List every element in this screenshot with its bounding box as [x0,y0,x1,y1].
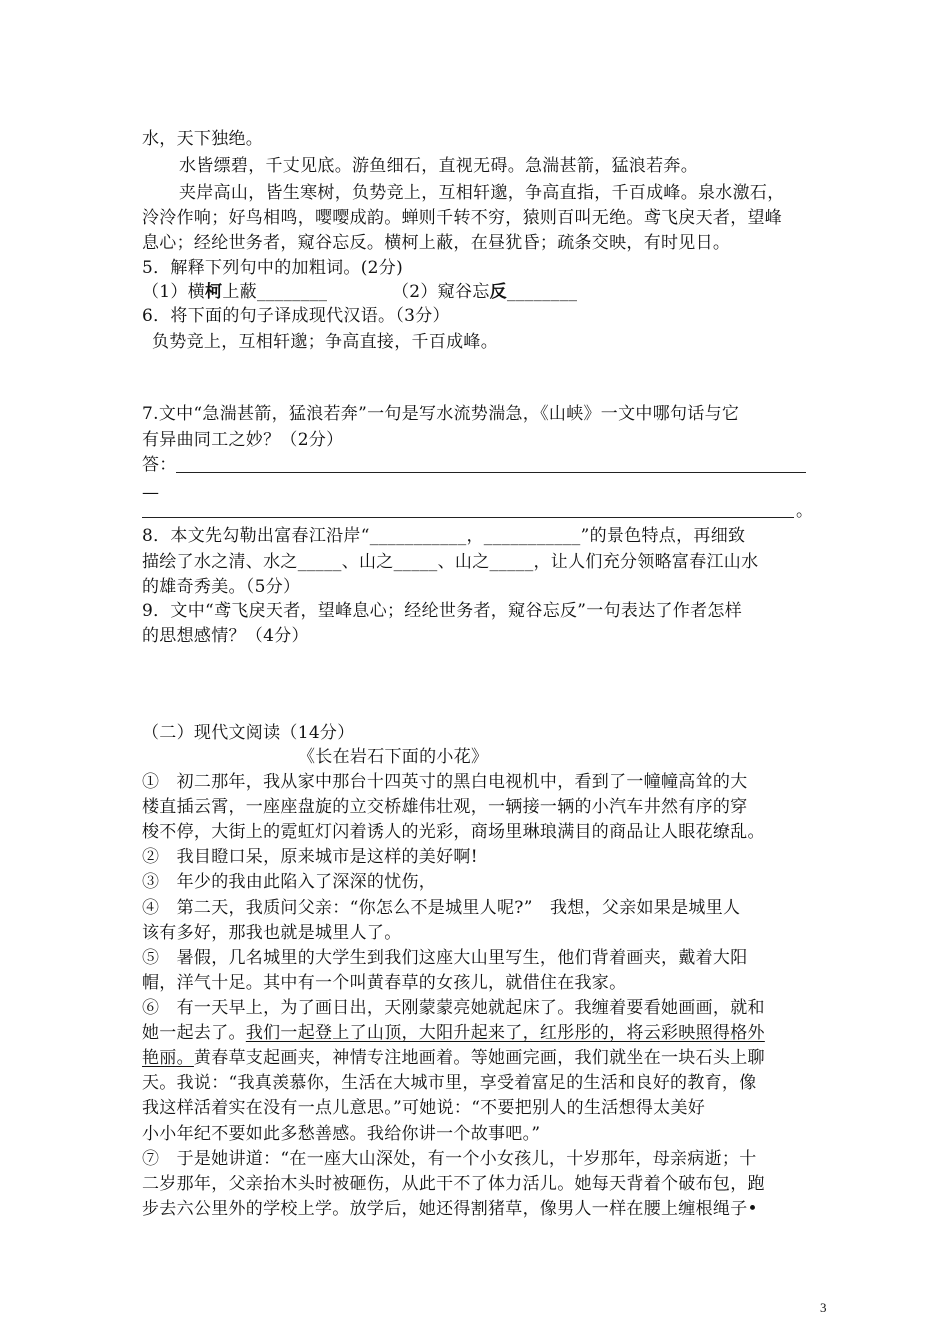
article-text: 她一起去了。 [142,1023,246,1043]
question-6-stem: 6．将下面的句子译成现代汉语。（3分） [142,306,450,326]
question-5-item-1 [142,281,327,303]
article-line: 天。我说：“我真羡慕你，生活在大城市里，享受着富足的生活和良好的教育，像 [142,1073,757,1093]
q5-item2-bold-word: 反 [489,282,507,302]
article-line: ⑦ 于是她讲道：“在一座大山深处，有一个小女孩儿，十岁那年，母亲病逝；十 [142,1149,757,1169]
article-line: ② 我目瞪口呆，原来城市是这样的美好啊! [142,847,478,867]
passage-line: 息心；经纶世务者，窥谷忘反。横柯上蔽，在昼犹昏；疏条交映，有时见日。 [142,233,731,253]
q5-item1-post: 上蔽 [222,282,257,302]
question-9-line: 9．文中“鸢飞戾天者，望峰息心；经纶世务者，窥谷忘反”一句表达了作者怎样 [142,601,742,621]
article-line: 步去六公里外的学校上学。放学后，她还得割猪草，像男人一样在腰上缠根绳子• [142,1199,758,1219]
question-8-line: 的雄奇秀美。（5分） [142,577,301,597]
question-7-line: 7.文中“急湍甚箭，猛浪若奔”一句是写水流势湍急，《山峡》一文中哪句话与它 [142,404,740,424]
article-line: 该有多好，那我也就是城里人了。 [142,923,402,943]
q5-item2-pre: （2）窥谷忘 [392,282,490,302]
passage-line: 水，天下独绝。 [142,129,264,149]
passage-line: 水皆缥碧，千丈见底。游鱼细石，直视无碍。急湍甚箭，猛浪若奔。 [179,156,698,176]
answer-period: 。 [796,501,814,521]
article-line: 楼直插云霄，一座座盘旋的立交桥雄伟壮观，一辆接一辆的小汽车井然有序的穿 [142,797,748,817]
article-line: ④ 第二天，我质问父亲：“你怎么不是城里人呢?” 我想，父亲如果是城里人 [142,898,741,918]
underlined-sentence: 我们一起登上了山顶，大阳升起来了，红彤彤的，将云彩映照得格外 [245,1023,765,1043]
question-9-line: 的思想感情？（4分） [142,626,309,646]
page-number: 3 [820,1300,827,1315]
article-line: ⑤ 暑假，几名城里的大学生到我们这座大山里写生，他们背着画夹，戴着大阳 [142,948,748,968]
article-line: 小小年纪不要如此多愁善感。我给你讲一个故事吧。” [142,1124,541,1144]
question-5-item-2 [392,281,577,303]
question-6-sentence: 负势竞上，互相轩邈；争高直接，千百成峰。 [152,332,498,352]
q5-item1-blank[interactable]: ________ [256,282,328,302]
article-line: ⑥ 有一天早上，为了画日出，天刚蒙蒙亮她就起床了。我缠着要看她画画，就和 [142,998,765,1018]
article-line: ① 初二那年，我从家中那台十四英寸的黑白电视机中，看到了一幢幢高耸的大 [142,772,748,792]
question-8-line: 描绘了水之清、水之_____、山之_____、山之_____，让人们充分领略富春江山水 [142,552,759,572]
question-7-line: 有异曲同工之妙？（2分） [142,430,344,450]
answer-line[interactable] [142,517,794,518]
q5-item1-bold-word: 柯 [205,282,223,302]
answer-label: 答： [142,455,177,475]
section-heading: （二）现代文阅读（14分） [142,723,355,743]
article-title: 《长在岩石下面的小花》 [298,747,489,767]
article-line: 梭不停，大街上的霓虹灯闪着诱人的光彩，商场里琳琅满目的商品让人眼花缭乱。 [142,822,765,842]
article-line: ③ 年少的我由此陷入了深深的忧伤， [142,872,437,892]
answer-line[interactable] [176,472,806,473]
passage-line: 夹岸高山，皆生寒树，负势竞上，互相轩邈，争高直指，千百成峰。泉水激石， [179,183,785,203]
answer-dash: — [142,483,160,503]
article-line [142,1047,765,1069]
passage-line: 泠泠作响；好鸟相鸣，嘤嘤成韵。蝉则千转不穷，猿则百叫无绝。鸢飞戾天者，望峰 [142,208,783,228]
article-line: 帽，洋气十足。其中有一个叫黄春草的女孩儿，就借住在我家。 [142,973,627,993]
article-text: 黄春草支起画夹，神情专注地画着。等她画完画，我们就坐在一块石头上聊 [193,1048,765,1068]
underlined-sentence: 艳丽。 [142,1048,194,1068]
question-8-line: 8．本文先勾勒出富春江沿岸“___________，___________”的景色特点，再细致 [142,526,746,546]
q5-item2-blank[interactable]: ________ [506,282,578,302]
article-line [142,1022,765,1044]
question-5-stem: 5．解释下列句中的加粗词。(2分) [142,258,403,278]
article-line: 我这样活着实在没有一点儿意思。”可她说：“不要把别人的生活想得太美好 [142,1098,706,1118]
article-line: 二岁那年，父亲抬木头时被砸伤，从此干不了体力活儿。她每天背着个破布包，跑 [142,1174,765,1194]
q5-item1-pre: （1）横 [142,282,206,302]
